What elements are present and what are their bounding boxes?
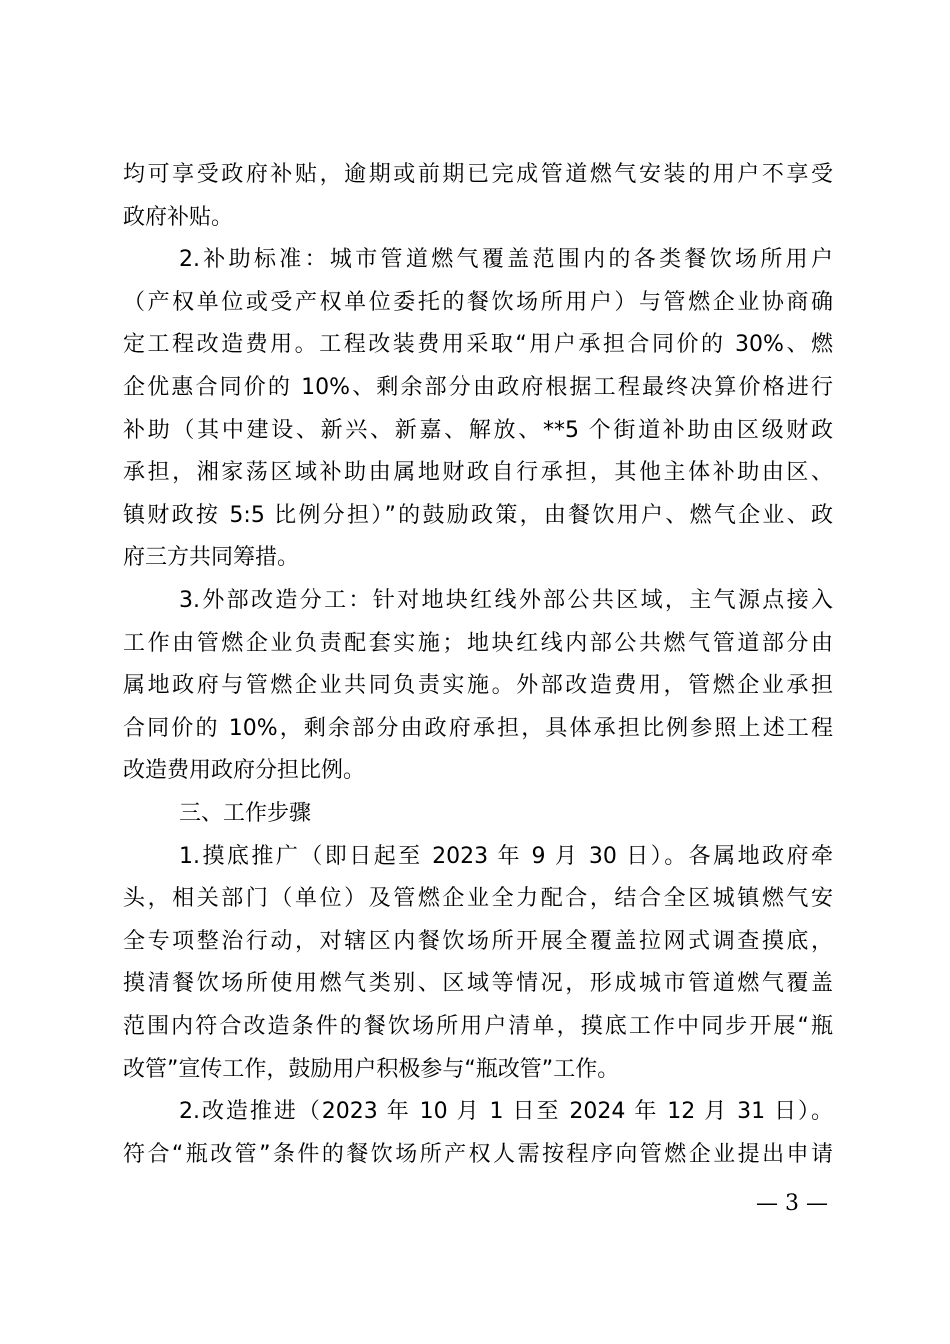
text-line: 政府补贴。 <box>123 204 234 230</box>
page-number: — 3 — <box>756 1191 828 1216</box>
text-line: 府三方共同筹措。 <box>123 545 300 571</box>
text-line: 属地政府与管燃企业共同负责实施。外部改造费用，管燃企业承担 <box>123 673 833 699</box>
text-line: 2.改造推进（2023 年 10 月 1 日至 2024 年 12 月 31 日）。 <box>179 1099 833 1125</box>
text-line: 镇财政按 5:5 比例分担）”的鼓励政策，由餐饮用户、燃气企业、政 <box>123 502 833 528</box>
text-line: （产权单位或受产权单位委托的餐饮场所用户）与管燃企业协商确 <box>123 289 833 315</box>
text-line: 1.摸底推广（即日起至 2023 年 9 月 30 日）。各属地政府牵 <box>179 843 833 869</box>
text-line: 补助（其中建设、新兴、新嘉、解放、**5 个街道补助由区级财政 <box>123 417 833 443</box>
text-line: 均可享受政府补贴，逾期或前期已完成管道燃气安装的用户不享受 <box>123 162 833 187</box>
text-line: 头，相关部门（单位）及管燃企业全力配合，结合全区城镇燃气安 <box>123 886 833 912</box>
text-line: 2.补助标准：城市管道燃气覆盖范围内的各类餐饮场所用户 <box>179 247 833 273</box>
text-line: 工作由管燃企业负责配套实施；地块红线内部公共燃气管道部分由 <box>123 630 833 656</box>
text-line: 定工程改造费用。工程改装费用采取“用户承担合同价的 30%、燃 <box>123 332 833 358</box>
text-line: 改造费用政府分担比例。 <box>123 758 366 784</box>
text-line: 企优惠合同价的 10%、剩余部分由政府根据工程最终决算价格进行 <box>123 375 833 400</box>
text-line: 摸清餐饮场所使用燃气类别、区域等情况，形成城市管道燃气覆盖 <box>123 971 833 997</box>
text-line: 合同价的 10%，剩余部分由政府承担，具体承担比例参照上述工程 <box>123 715 833 741</box>
text-line: 符合“瓶改管”条件的餐饮场所产权人需按程序向管燃企业提出申请 <box>123 1141 833 1167</box>
text-line: 改管”宣传工作，鼓励用户积极参与“瓶改管”工作。 <box>123 1056 620 1082</box>
text-line: 3.外部改造分工：针对地块红线外部公共区域，主气源点接入 <box>179 588 833 613</box>
text-line: 承担，湘家荡区域补助由属地财政自行承担，其他主体补助由区、 <box>123 460 833 486</box>
text-line: 范围内符合改造条件的餐饮场所用户清单，摸底工作中同步开展“瓶 <box>123 1014 833 1039</box>
text-line: 三、工作步骤 <box>179 801 312 826</box>
text-line: 全专项整治行动，对辖区内餐饮场所开展全覆盖拉网式调查摸底， <box>123 928 833 954</box>
